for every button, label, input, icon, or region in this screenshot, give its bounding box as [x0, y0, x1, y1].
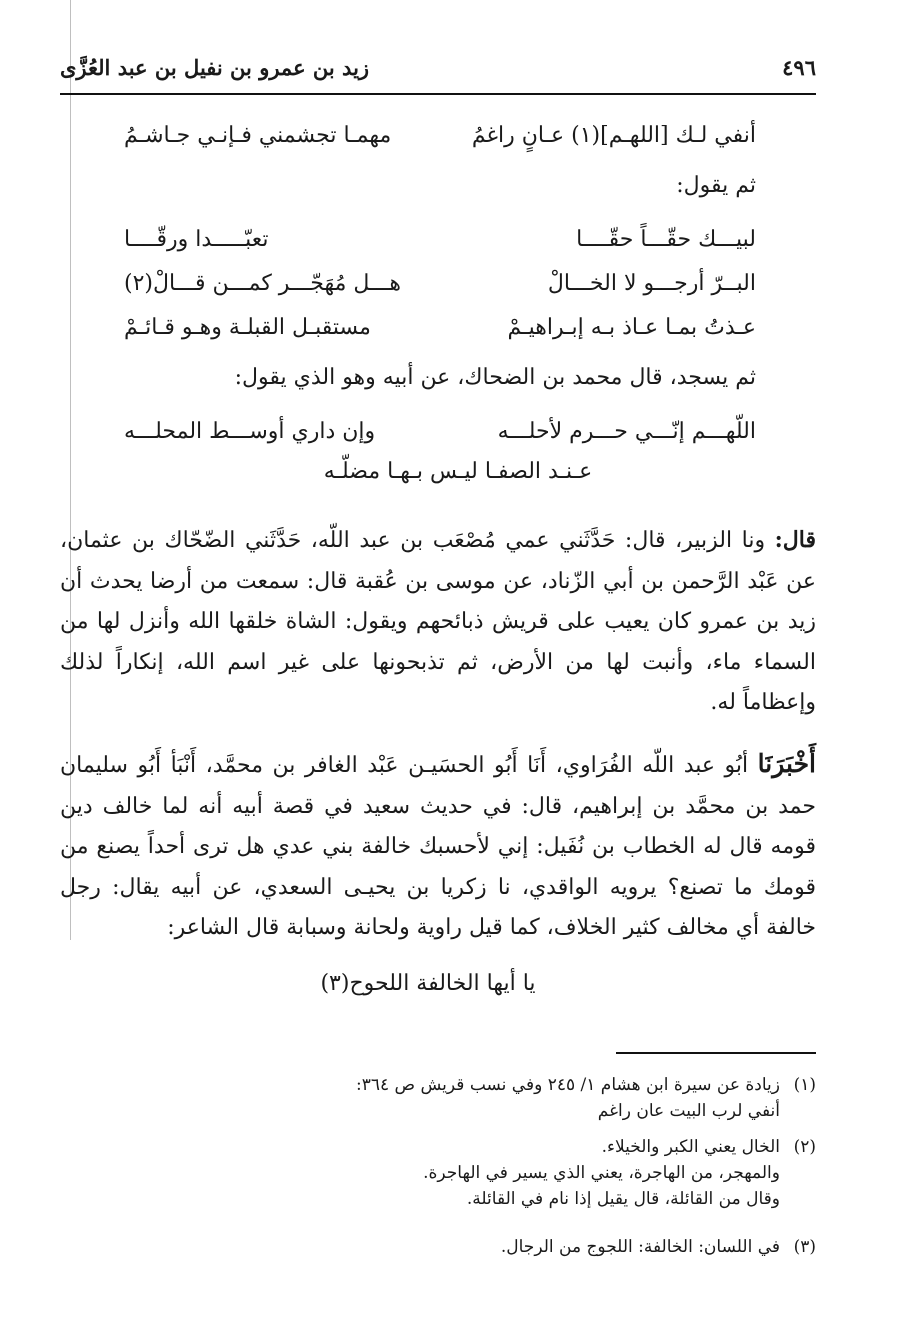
running-title: زيد بن عمرو بن نفيل بن عبد العُزَّى: [60, 55, 370, 80]
footnote-1-number: (١): [793, 1075, 816, 1095]
verse-5-left: وإن داري أوســـط المحلـــه: [124, 419, 376, 444]
verse-5-right: اللّهـــم إنّـــي حـــرم لأحلـــه: [497, 419, 756, 444]
paragraph-1-text: ونا الزبير، قال: حَدَّثَني عمي مُصْعَب بن عبد اللّه، حَدَّثَني الضّحّاك بن عثمان، عن عَبْد الرَّحمن بن أبي الزّناد، عن موسى بن عُقبة قال: سمعت من أرضا يحدث أن زيد بن عمرو كان يعيب على قريش ذبائحهم ويقول: الشاة خلقها الله وأنزل لها من السماء ماء، وأنبت لها من الأرض، ثم تذبحونها على غير اسم الله، إنكاراً لذلك وإعظاماً له.: [60, 528, 816, 715]
paragraph-2-lead: أَخْبَرَنَا: [757, 749, 816, 778]
verse-3-left: هـــل مُهَجّـــر كمـــن قـــالْ(٢): [124, 271, 401, 296]
verse-intro-2: ثم يسجد، قال محمد بن الضحاك، عن أبيه وهو الذي يقول:: [234, 365, 756, 390]
verse-3-right: البــرّ أرجـــو لا الخـــالْ: [547, 271, 756, 296]
verse-2-right: لبيـــك حقّـــاً حقّــــا: [576, 227, 756, 252]
verse-4-left: مستقبـل القبلـة وهـو قـائـمْ: [124, 315, 371, 340]
footnote-1: [356, 1072, 816, 1124]
verse-intro-1: ثم يقول:: [676, 173, 756, 198]
footnote-2-line-3: وقال من القائلة، قال يقيل إذا نام في القائلة.: [466, 1189, 780, 1209]
quoted-verse: يا أيها الخالفة اللحوح(٣): [320, 971, 536, 996]
footnote-2-number: (٢): [793, 1137, 816, 1157]
footnote-1-line-2: أنفي لرب البيت عان راغم: [597, 1101, 780, 1121]
footnote-2-line-2: والمهجر، من الهاجرة، يعني الذي يسير في الهاجرة.: [423, 1163, 780, 1183]
verse-1-left: مهمـا تجشمني فـإنـي جـاشـمُ: [124, 123, 392, 148]
paragraph-2-text: أبُو عبد اللّه الفُرَاوي، أَنَا أَبُو الحسَيـن عَبْد الغافر بن محمَّد، أَنْبَأ أَبُو سليمان حمد بن محمَّد بن إبراهيم، قال: في حديث سعيد في قصة أبيه أنه لما خالف دين قومه قال له الخطاب بن نُفَيل: إني لأحسبك خالفة بني عدي هل ترى أحداً يصنع من قومك ما تصنع؟ يرويه الواقدي، نا زكريا بن يحيـى السعدي، عن أبيه يقال: رجل خالفة أي مخالف كثير الخلاف، كما قيل راوية ولحانة وسبابة قال الشاعر:: [60, 753, 816, 940]
footnote-rule: [616, 1052, 816, 1054]
footnote-2: [423, 1134, 816, 1212]
footnote-3-line-1: في اللسان: الخالفة: اللجوج من الرجال.: [500, 1237, 780, 1257]
paragraph-2: [60, 744, 816, 949]
page-number: ٤٩٦: [782, 55, 816, 80]
footnote-1-line-1: زيادة عن سيرة ابن هشام ١/ ٢٤٥ وفي نسب قريش ص ٣٦٤:: [356, 1075, 780, 1095]
page-header: [60, 55, 816, 95]
paragraph-1-lead: قال:: [774, 527, 816, 553]
verse-5-center: عـنـد الصفـا ليـس بـهـا مضلّـه: [323, 459, 593, 484]
paragraph-1: [60, 520, 816, 724]
verse-1-right: أنفي لـك [اللهـم](١) عـانٍ راغمُ: [471, 123, 756, 148]
verse-2-left: تعبّـــــدا ورقّــــا: [124, 227, 269, 252]
footnote-2-line-1: الخال يعني الكبر والخيلاء.: [601, 1137, 780, 1157]
header-rule: [60, 93, 816, 95]
footnote-3: [501, 1234, 816, 1260]
footnote-3-number: (٣): [793, 1237, 816, 1257]
verse-4-right: عـذتُ بمـا عـاذ بـه إبـراهيـمْ: [507, 315, 756, 340]
